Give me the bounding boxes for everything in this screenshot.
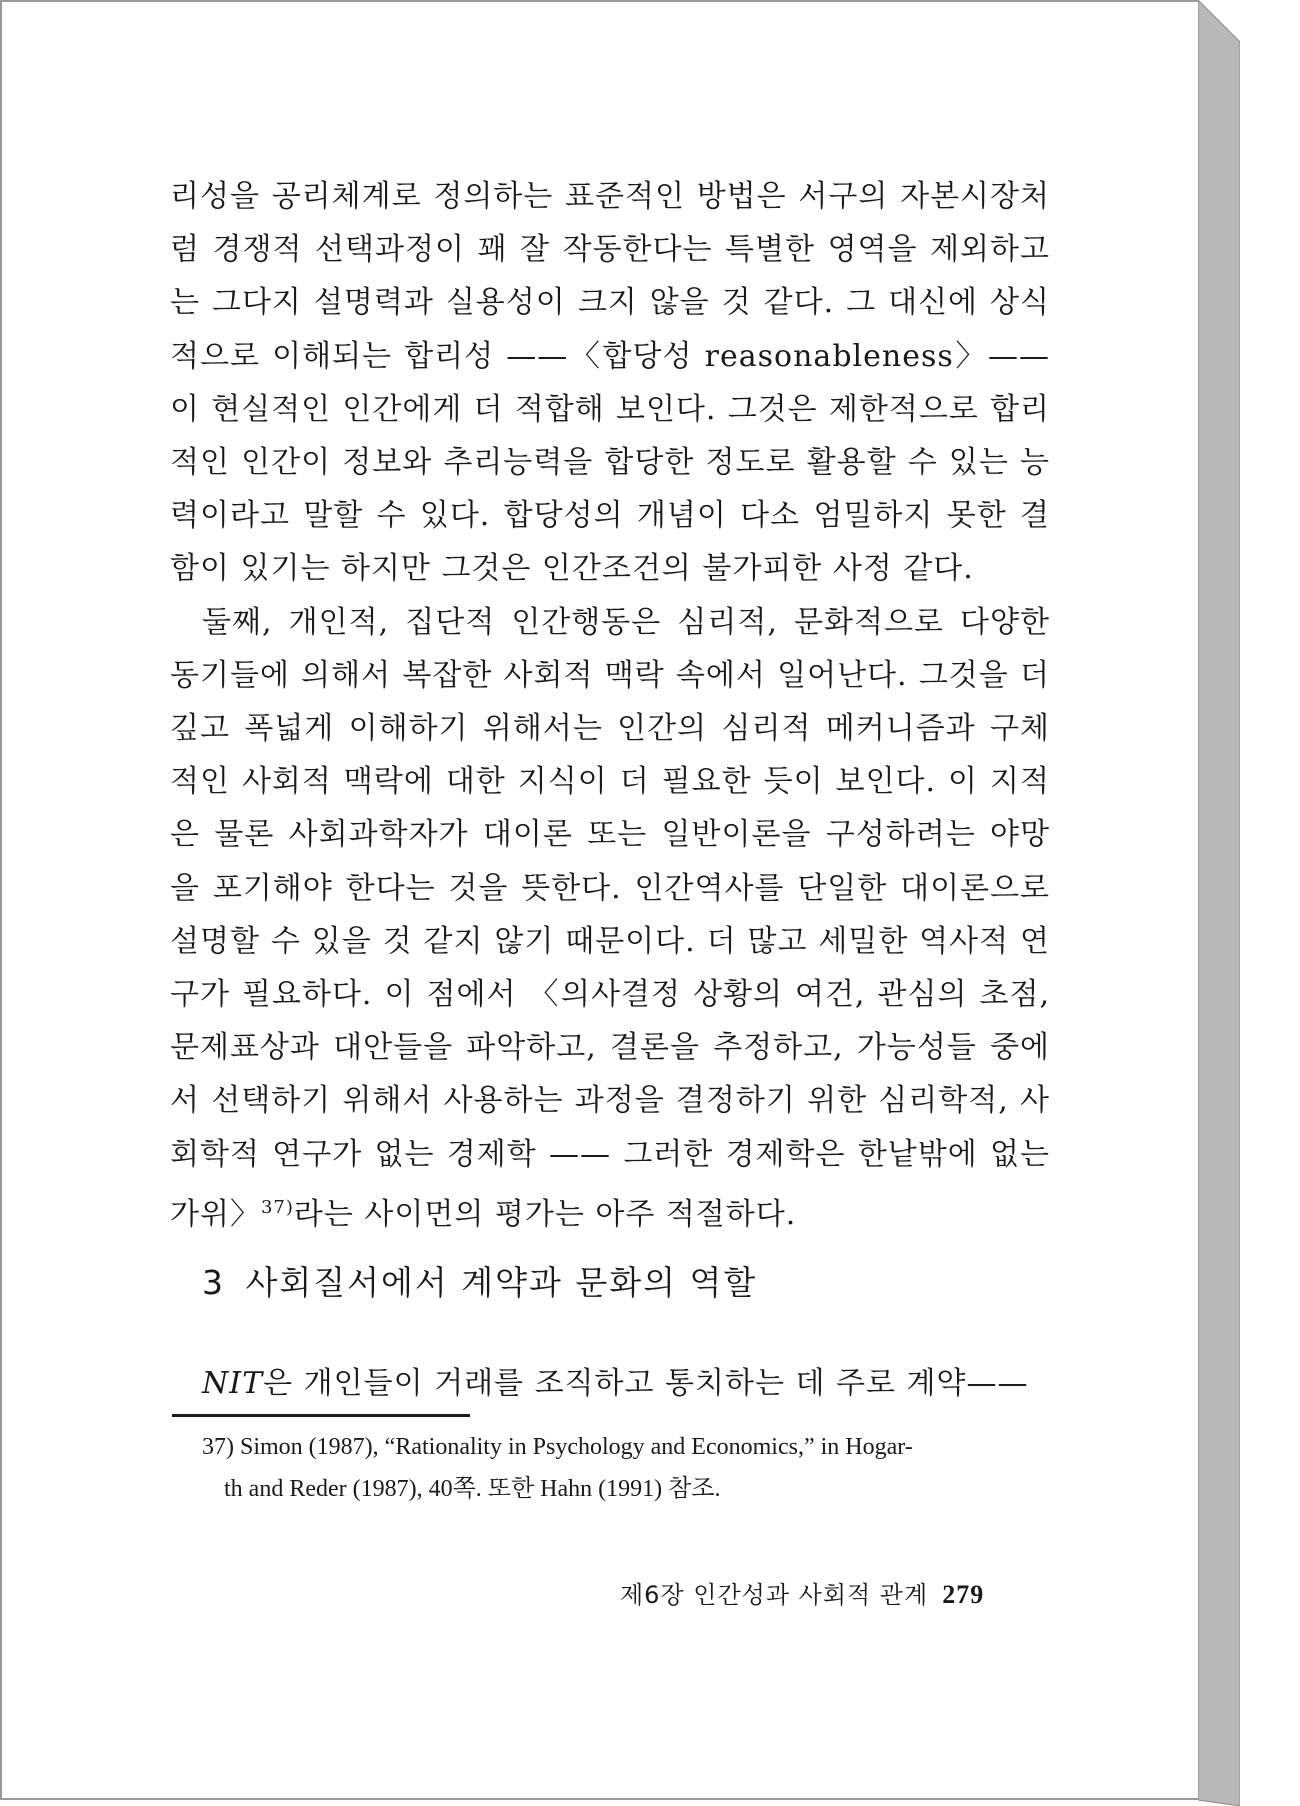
paragraph-2-tail: 라는 사이먼의 평가는 아주 적절하다.	[293, 1196, 797, 1232]
chapter-title: 제6장 인간성과 사회적 관계	[620, 1581, 929, 1609]
footnote-text-1: Simon (1987), “Rationality in Psychology and Economics,” in Hogar-	[240, 1434, 913, 1460]
footnote-line-2	[202, 1468, 1062, 1510]
body-text	[170, 170, 1050, 1241]
paragraph-2	[170, 596, 1050, 1241]
paragraph-1: 리성을 공리체계로 정의하는 표준적인 방법은 서구의 자본시장처럼 경쟁적 선택과정이 꽤 잘 작동한다는 특별한 영역을 제외하고는 그다지 설명력과 실용성이 크지 않을 것 같다. 그 대신에 상식적으로 이해되는 합리성 ——〈합당성 reasonableness〉—— 이 현실적인 인간에게 더 적합해 보인다. 그것은 제한적으로 합리적인 인간이 정보와 추리능력을 합당한 정도로 활용할 수 있는 능력이라고 말할 수 있다. 합당성의 개념이 다소 엄밀하지 못한 결함이 있기는 하지만 그것은 인간조건의 불가피한 사정 같다.	[170, 179, 1050, 587]
section-lead-abbr: NIT	[202, 1366, 264, 1401]
section-number: 3	[202, 1263, 225, 1302]
footnote-label: 37)	[202, 1434, 234, 1460]
section-title: 사회질서에서 계약과 문화의 역할	[245, 1263, 758, 1302]
page-edge	[1198, 0, 1240, 1806]
running-footer	[620, 1575, 984, 1610]
footnote	[202, 1426, 1062, 1510]
paragraph-2-text: 둘째, 개인적, 집단적 인간행동은 심리적, 문화적으로 다양한 동기들에 의해서 복잡한 사회적 맥락 속에서 일어난다. 그것을 더 깊고 폭넓게 이해하기 위해서는 인간의 심리적 메커니즘과 구체적인 사회적 맥락에 대한 지식이 더 필요한 듯이 보인다. 이 지적은 물론 사회과학자가 대이론 또는 일반이론을 구성하려는 야망을 포기해야 한다는 것을 뜻한다. 인간역사를 단일한 대이론으로 설명할 수 있을 것 같지 않기 때문이다. 더 많고 세밀한 역사적 연구가 필요하다. 이 점에서 〈의사결정 상황의 여건, 관심의 초점, 문제표상과 대안들을 파악하고, 결론을 추정하고, 가능성들 중에서 선택하기 위해서 사용하는 과정을 결정하기 위한 심리학적, 사회학적 연구가 없는 경제학 —— 그러한 경제학은 한낱밖에 없는 가위〉	[170, 604, 1050, 1232]
section-lead-paragraph	[202, 1358, 1052, 1402]
page-number: 279	[942, 1580, 985, 1609]
footnote-text-2: th and Reder (1987), 40쪽. 또한 Hahn (1991) 참조.	[224, 1476, 721, 1502]
section-heading	[202, 1257, 757, 1304]
footnote-line-1	[202, 1426, 1062, 1468]
section-lead-text: 은 개인들이 거래를 조직하고 통치하는 데 주로 계약——	[263, 1366, 1029, 1401]
footnote-ref: 37)	[260, 1196, 294, 1218]
footnote-divider	[172, 1414, 470, 1417]
